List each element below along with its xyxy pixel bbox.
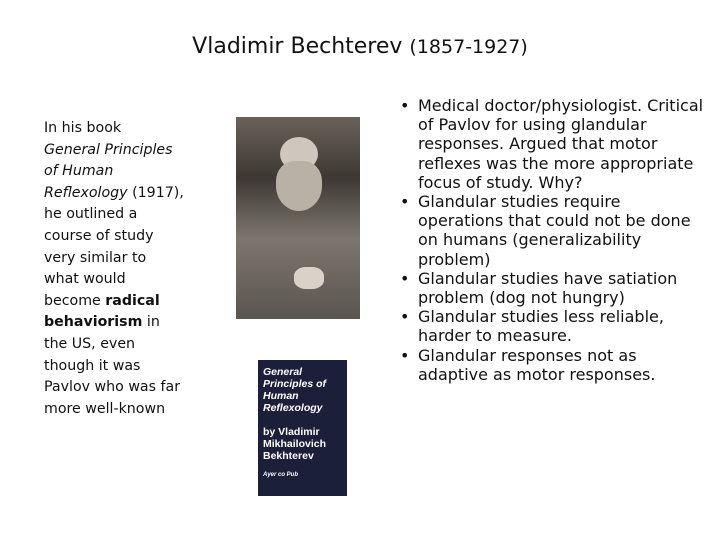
bullet-item: • Glandular responses not as adaptive as motor responses.	[400, 346, 710, 384]
bullet-item: • Glandular studies less reliable, harder to measure.	[400, 307, 710, 345]
desc-bold: radical behaviorism	[44, 292, 160, 331]
desc-part-3: in the US, even though it was Pavlov who was far more well-known	[44, 314, 181, 417]
book-cover-publisher: Ayer co Pub	[263, 472, 299, 478]
bullet-item: • Medical doctor/physiologist. Critical of Pavlov for using glandular responses. Argued that motor reflexes was the more appropriate focus of study. Why?	[400, 96, 710, 192]
slide-title	[0, 34, 720, 59]
desc-part-2: (1917), he outlined a course of study very similar to what would become	[44, 184, 184, 309]
title-name: Vladimir Bechterev	[192, 34, 403, 59]
bullet-list	[400, 96, 710, 384]
book-cover-title: General Principles of Human Reflexology	[263, 366, 327, 414]
desc-part-1: In his book	[44, 120, 122, 136]
bechterev-portrait-photo	[236, 117, 360, 319]
desc-book-title: General Principles of Human Reflexology	[44, 141, 173, 201]
left-description	[44, 118, 184, 420]
book-cover-image	[258, 360, 347, 496]
bullet-item: • Glandular studies require operations that could not be done on humans (generalizability problem)	[400, 192, 710, 269]
title-years: (1857-1927)	[409, 36, 528, 58]
book-cover-author: by Vladimir Mikhailovich Bekhterev	[263, 426, 327, 462]
bullet-item: • Glandular studies have satiation problem (dog not hungry)	[400, 269, 710, 307]
